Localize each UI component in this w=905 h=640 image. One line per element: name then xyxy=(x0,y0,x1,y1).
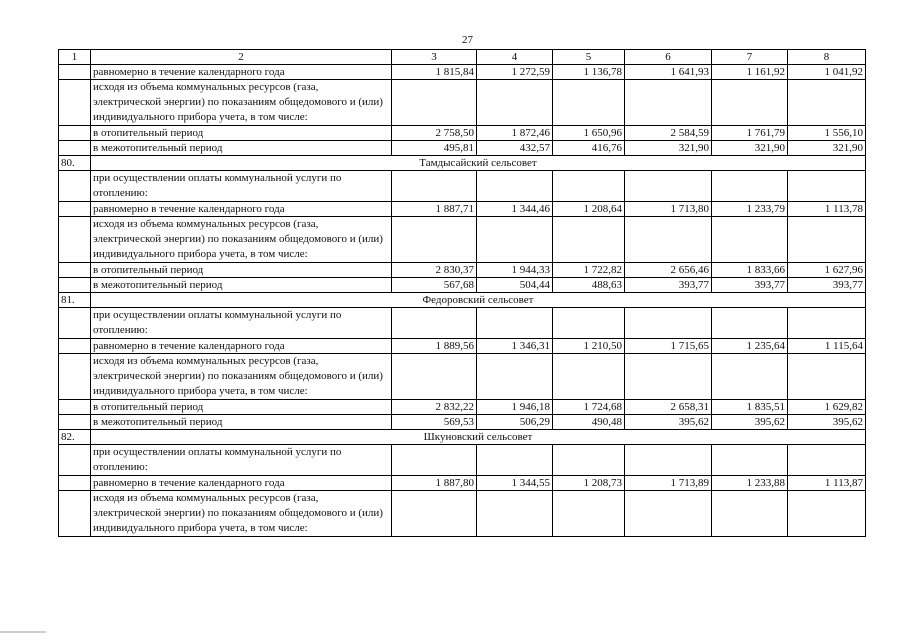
row-label: в межотопительный период xyxy=(91,415,392,430)
section-header-row xyxy=(59,293,866,308)
row-label: в отопительный период xyxy=(91,400,392,415)
value-cell: 1 161,92 xyxy=(712,65,788,80)
value-cell: 393,77 xyxy=(788,278,866,293)
row-label: равномерно в течение календарного года xyxy=(91,65,392,80)
section-number: 81. xyxy=(59,293,91,308)
value-cell: 1 113,87 xyxy=(788,476,866,491)
value-cell: 488,63 xyxy=(553,278,625,293)
scan-edge-mark xyxy=(0,631,46,633)
row-label: в отопительный период xyxy=(91,263,392,278)
value-cell: 1 641,93 xyxy=(625,65,712,80)
tariff-table xyxy=(58,49,866,537)
section-number: 80. xyxy=(59,156,91,171)
value-cell: 506,29 xyxy=(477,415,553,430)
value-cell: 1 627,96 xyxy=(788,263,866,278)
value-cell: 1 208,73 xyxy=(553,476,625,491)
value-cell: 1 113,78 xyxy=(788,202,866,217)
value-cell: 1 713,89 xyxy=(625,476,712,491)
value-cell: 2 656,46 xyxy=(625,263,712,278)
value-cell: 490,48 xyxy=(553,415,625,430)
volume-row xyxy=(59,217,866,263)
value-cell: 432,57 xyxy=(477,141,553,156)
row-label: равномерно в течение календарного года xyxy=(91,339,392,354)
payment-row xyxy=(59,171,866,202)
uniform-row xyxy=(59,476,866,491)
value-cell: 1 136,78 xyxy=(553,65,625,80)
value-cell: 1 713,80 xyxy=(625,202,712,217)
heating-row xyxy=(59,263,866,278)
payment-row xyxy=(59,308,866,339)
row-label: исходя из объема коммунальных ресурсов (газа, электрической энергии) по показаниям общедомового и (или) индивидуального прибора учета, в том числе: xyxy=(91,80,392,126)
value-cell: 393,77 xyxy=(625,278,712,293)
section-name: Федоровский сельсовет xyxy=(91,293,866,308)
value-cell: 1 233,88 xyxy=(712,476,788,491)
row-label: в межотопительный период xyxy=(91,278,392,293)
value-cell: 1 944,33 xyxy=(477,263,553,278)
section-name: Шкуновский сельсовет xyxy=(91,430,866,445)
interheating-row xyxy=(59,141,866,156)
value-cell: 495,81 xyxy=(392,141,477,156)
payment-row xyxy=(59,445,866,476)
value-cell: 504,44 xyxy=(477,278,553,293)
uniform-row xyxy=(59,339,866,354)
value-cell: 2 584,59 xyxy=(625,126,712,141)
volume-row xyxy=(59,491,866,537)
header-cell: 2 xyxy=(91,50,392,65)
value-cell: 1 887,80 xyxy=(392,476,477,491)
value-cell: 1 210,50 xyxy=(553,339,625,354)
value-cell: 321,90 xyxy=(788,141,866,156)
row-label: при осуществлении оплаты коммунальной услуги по отоплению: xyxy=(91,445,392,476)
header-cell: 4 xyxy=(477,50,553,65)
heating-row xyxy=(59,400,866,415)
section-header-row xyxy=(59,156,866,171)
value-cell: 416,76 xyxy=(553,141,625,156)
value-cell: 1 946,18 xyxy=(477,400,553,415)
section-name: Тамдысайский сельсовет xyxy=(91,156,866,171)
value-cell: 1 556,10 xyxy=(788,126,866,141)
value-cell: 1 346,31 xyxy=(477,339,553,354)
value-cell: 2 758,50 xyxy=(392,126,477,141)
value-cell: 569,53 xyxy=(392,415,477,430)
value-cell: 567,68 xyxy=(392,278,477,293)
value-cell: 1 344,55 xyxy=(477,476,553,491)
value-cell: 1 115,64 xyxy=(788,339,866,354)
value-cell: 1 889,56 xyxy=(392,339,477,354)
row-label: при осуществлении оплаты коммунальной услуги по отоплению: xyxy=(91,171,392,202)
row-label: равномерно в течение календарного года xyxy=(91,476,392,491)
value-cell: 1 629,82 xyxy=(788,400,866,415)
heating-row xyxy=(59,126,866,141)
value-cell: 1 724,68 xyxy=(553,400,625,415)
volume-row xyxy=(59,354,866,400)
value-cell: 1 272,59 xyxy=(477,65,553,80)
value-cell: 395,62 xyxy=(712,415,788,430)
header-cell: 1 xyxy=(59,50,91,65)
header-row xyxy=(59,50,866,65)
row-label: исходя из объема коммунальных ресурсов (газа, электрической энергии) по показаниям общедомового и (или) индивидуального прибора учета, в том числе: xyxy=(91,491,392,537)
value-cell: 1 815,84 xyxy=(392,65,477,80)
header-cell: 6 xyxy=(625,50,712,65)
value-cell: 1 722,82 xyxy=(553,263,625,278)
row-label: исходя из объема коммунальных ресурсов (газа, электрической энергии) по показаниям общедомового и (или) индивидуального прибора учета, в том числе: xyxy=(91,217,392,263)
header-cell: 7 xyxy=(712,50,788,65)
value-cell: 395,62 xyxy=(788,415,866,430)
row-label: исходя из объема коммунальных ресурсов (газа, электрической энергии) по показаниям общедомового и (или) индивидуального прибора учета, в том числе: xyxy=(91,354,392,400)
value-cell: 1 887,71 xyxy=(392,202,477,217)
value-cell: 1 761,79 xyxy=(712,126,788,141)
row-label: равномерно в течение календарного года xyxy=(91,202,392,217)
value-cell: 1 833,66 xyxy=(712,263,788,278)
row-label: в отопительный период xyxy=(91,126,392,141)
value-cell: 321,90 xyxy=(625,141,712,156)
header-cell: 5 xyxy=(553,50,625,65)
value-cell: 2 658,31 xyxy=(625,400,712,415)
value-cell: 1 872,46 xyxy=(477,126,553,141)
header-cell: 3 xyxy=(392,50,477,65)
value-cell: 1 715,65 xyxy=(625,339,712,354)
page-number: 27 xyxy=(462,34,473,46)
interheating-row xyxy=(59,415,866,430)
value-cell: 393,77 xyxy=(712,278,788,293)
volume-row xyxy=(59,80,866,126)
row-label: при осуществлении оплаты коммунальной услуги по отоплению: xyxy=(91,308,392,339)
interheating-row xyxy=(59,278,866,293)
value-cell: 1 235,64 xyxy=(712,339,788,354)
value-cell: 2 830,37 xyxy=(392,263,477,278)
section-header-row xyxy=(59,430,866,445)
value-cell: 2 832,22 xyxy=(392,400,477,415)
section-number: 82. xyxy=(59,430,91,445)
value-cell: 1 208,64 xyxy=(553,202,625,217)
value-cell: 1 650,96 xyxy=(553,126,625,141)
row-label: в межотопительный период xyxy=(91,141,392,156)
value-cell: 321,90 xyxy=(712,141,788,156)
value-cell: 1 041,92 xyxy=(788,65,866,80)
value-cell: 1 344,46 xyxy=(477,202,553,217)
header-cell: 8 xyxy=(788,50,866,65)
value-cell: 1 233,79 xyxy=(712,202,788,217)
uniform-row xyxy=(59,65,866,80)
value-cell: 1 835,51 xyxy=(712,400,788,415)
uniform-row xyxy=(59,202,866,217)
value-cell: 395,62 xyxy=(625,415,712,430)
